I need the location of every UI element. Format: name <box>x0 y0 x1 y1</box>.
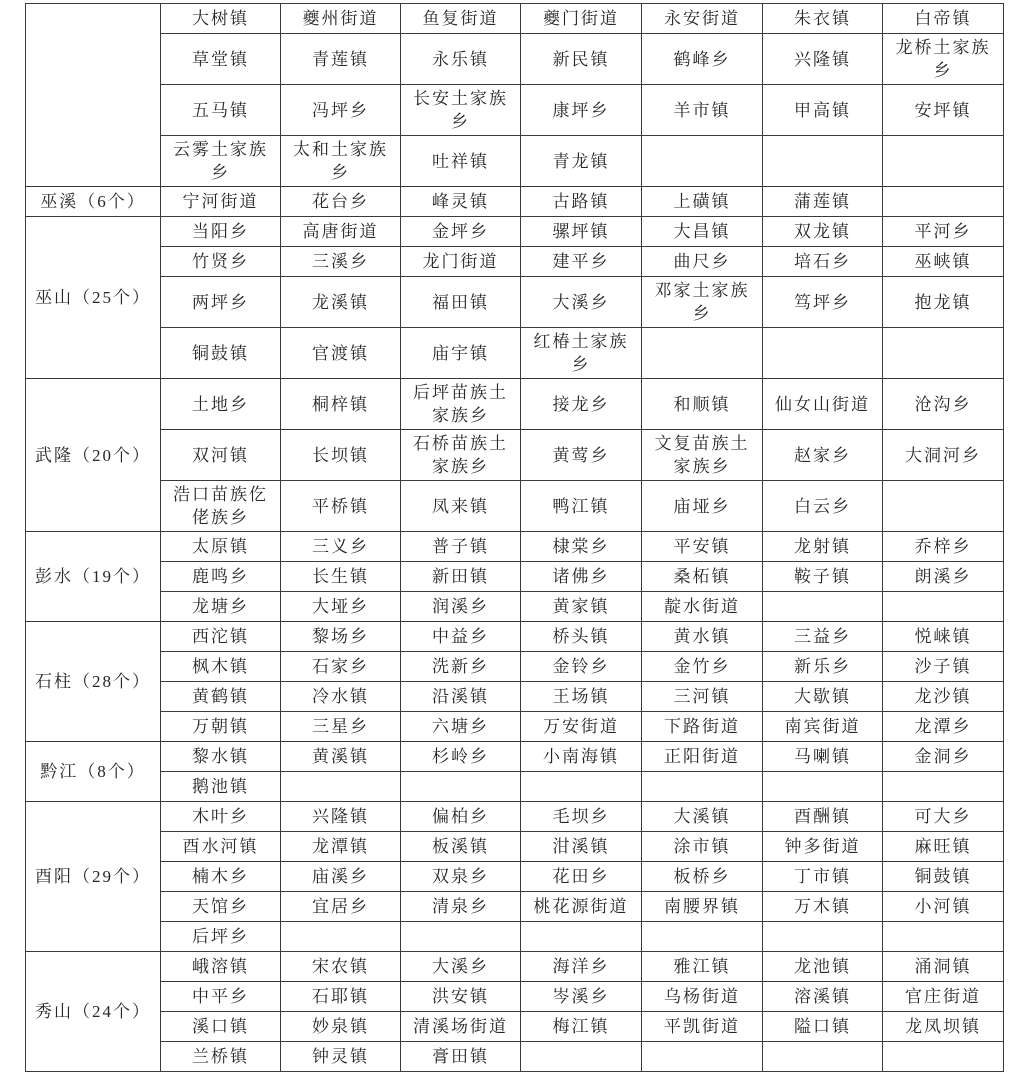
township-cell: 南腰界镇 <box>642 892 763 922</box>
township-cell: 抱龙镇 <box>883 277 1004 328</box>
township-cell: 妙泉镇 <box>281 1012 401 1042</box>
district-label-cell: 武隆（20个） <box>26 379 161 532</box>
township-cell: 后坪乡 <box>161 922 281 952</box>
township-cell: 云雾土家族乡 <box>161 136 281 187</box>
township-cell <box>642 136 763 187</box>
township-cell: 板桥乡 <box>642 862 763 892</box>
township-cell <box>883 187 1004 217</box>
table-row <box>26 217 1004 247</box>
township-cell: 骡坪镇 <box>521 217 642 247</box>
district-label-cell: 酉阳（29个） <box>26 802 161 952</box>
township-cell: 龙溪镇 <box>281 277 401 328</box>
township-cell: 金洞乡 <box>883 742 1004 772</box>
township-cell: 土地乡 <box>161 379 281 430</box>
township-cell <box>521 922 642 952</box>
table-row <box>26 277 1004 328</box>
township-cell: 万安街道 <box>521 712 642 742</box>
township-cell: 庙溪乡 <box>281 862 401 892</box>
township-cell: 庙宇镇 <box>401 328 521 379</box>
township-cell: 宜居乡 <box>281 892 401 922</box>
township-cell: 可大乡 <box>883 802 1004 832</box>
township-cell: 太和土家族乡 <box>281 136 401 187</box>
township-cell: 石耶镇 <box>281 982 401 1012</box>
township-cell: 靛水街道 <box>642 592 763 622</box>
township-cell: 兴隆镇 <box>763 34 883 85</box>
township-cell: 枫木镇 <box>161 652 281 682</box>
township-cell: 仙女山街道 <box>763 379 883 430</box>
township-cell: 当阳乡 <box>161 217 281 247</box>
township-cell: 王场镇 <box>521 682 642 712</box>
township-cell <box>763 136 883 187</box>
township-cell: 溶溪镇 <box>763 982 883 1012</box>
table-row <box>26 136 1004 187</box>
township-cell: 六塘乡 <box>401 712 521 742</box>
township-cell: 酉酬镇 <box>763 802 883 832</box>
township-cell <box>281 922 401 952</box>
table-row <box>26 982 1004 1012</box>
township-cell: 清泉乡 <box>401 892 521 922</box>
township-cell: 夔门街道 <box>521 4 642 34</box>
township-cell: 双河镇 <box>161 430 281 481</box>
township-cell: 龙门街道 <box>401 247 521 277</box>
township-cell <box>883 136 1004 187</box>
township-cell: 平河乡 <box>883 217 1004 247</box>
township-cell: 铜鼓镇 <box>161 328 281 379</box>
township-cell: 中平乡 <box>161 982 281 1012</box>
township-cell: 马喇镇 <box>763 742 883 772</box>
township-cell: 冯坪乡 <box>281 85 401 136</box>
township-cell: 洪安镇 <box>401 982 521 1012</box>
township-cell: 诸佛乡 <box>521 562 642 592</box>
townships-table <box>25 3 1004 1072</box>
township-cell: 沙子镇 <box>883 652 1004 682</box>
township-cell <box>521 772 642 802</box>
township-cell <box>401 772 521 802</box>
township-cell <box>763 922 883 952</box>
district-label-cell: 巫溪（6个） <box>26 187 161 217</box>
township-cell: 偏柏乡 <box>401 802 521 832</box>
township-cell: 下路街道 <box>642 712 763 742</box>
township-cell: 大溪镇 <box>642 802 763 832</box>
table-row <box>26 379 1004 430</box>
township-cell <box>642 1042 763 1072</box>
township-cell: 万朝镇 <box>161 712 281 742</box>
township-cell: 黎水镇 <box>161 742 281 772</box>
township-cell: 龙潭乡 <box>883 712 1004 742</box>
table-body <box>26 4 1004 1072</box>
township-cell: 乔梓乡 <box>883 532 1004 562</box>
township-cell: 后坪苗族土家族乡 <box>401 379 521 430</box>
township-cell: 南宾街道 <box>763 712 883 742</box>
township-cell: 鱼复街道 <box>401 4 521 34</box>
district-label-cell: 秀山（24个） <box>26 952 161 1072</box>
township-cell: 膏田镇 <box>401 1042 521 1072</box>
table-row <box>26 34 1004 85</box>
township-cell: 宋农镇 <box>281 952 401 982</box>
table-row <box>26 922 1004 952</box>
township-cell <box>401 922 521 952</box>
township-cell: 蒲莲镇 <box>763 187 883 217</box>
township-cell: 万木镇 <box>763 892 883 922</box>
township-cell: 红椿土家族乡 <box>521 328 642 379</box>
table-row <box>26 772 1004 802</box>
table-row <box>26 742 1004 772</box>
township-cell: 太原镇 <box>161 532 281 562</box>
table-row <box>26 652 1004 682</box>
township-cell: 清溪场街道 <box>401 1012 521 1042</box>
township-cell: 兰桥镇 <box>161 1042 281 1072</box>
township-cell: 大溪乡 <box>521 277 642 328</box>
township-cell: 小南海镇 <box>521 742 642 772</box>
township-cell: 官庄街道 <box>883 982 1004 1012</box>
township-cell: 岑溪乡 <box>521 982 642 1012</box>
township-cell: 钟灵镇 <box>281 1042 401 1072</box>
township-cell <box>883 328 1004 379</box>
township-cell <box>763 1042 883 1072</box>
table-row <box>26 4 1004 34</box>
township-cell: 夔州街道 <box>281 4 401 34</box>
table-row <box>26 532 1004 562</box>
township-cell: 板溪镇 <box>401 832 521 862</box>
township-cell: 黄莺乡 <box>521 430 642 481</box>
township-cell: 三溪乡 <box>281 247 401 277</box>
township-cell: 福田镇 <box>401 277 521 328</box>
township-cell: 庙垭乡 <box>642 481 763 532</box>
township-cell: 笃坪乡 <box>763 277 883 328</box>
township-cell: 白云乡 <box>763 481 883 532</box>
township-cell <box>763 772 883 802</box>
township-cell: 桃花源街道 <box>521 892 642 922</box>
township-cell: 高唐街道 <box>281 217 401 247</box>
township-cell: 悦崃镇 <box>883 622 1004 652</box>
township-cell: 平安镇 <box>642 532 763 562</box>
township-cell: 吐祥镇 <box>401 136 521 187</box>
township-cell: 三星乡 <box>281 712 401 742</box>
township-cell: 羊市镇 <box>642 85 763 136</box>
township-cell <box>883 1042 1004 1072</box>
township-cell <box>763 592 883 622</box>
township-cell <box>883 772 1004 802</box>
township-cell: 鸭江镇 <box>521 481 642 532</box>
table-row <box>26 562 1004 592</box>
township-cell: 花田乡 <box>521 862 642 892</box>
township-cell: 永安街道 <box>642 4 763 34</box>
district-label-cell: 石柱（28个） <box>26 622 161 742</box>
township-cell: 永乐镇 <box>401 34 521 85</box>
township-cell: 平凯街道 <box>642 1012 763 1042</box>
township-cell: 培石乡 <box>763 247 883 277</box>
district-label-cell: 黔江（8个） <box>26 742 161 802</box>
township-cell: 中益乡 <box>401 622 521 652</box>
township-cell: 毛坝乡 <box>521 802 642 832</box>
township-cell: 大昌镇 <box>642 217 763 247</box>
township-cell: 木叶乡 <box>161 802 281 832</box>
township-cell: 西沱镇 <box>161 622 281 652</box>
township-cell: 安坪镇 <box>883 85 1004 136</box>
township-cell: 大树镇 <box>161 4 281 34</box>
township-cell: 龙池镇 <box>763 952 883 982</box>
township-cell: 三义乡 <box>281 532 401 562</box>
township-cell <box>883 481 1004 532</box>
township-cell: 和顺镇 <box>642 379 763 430</box>
township-cell: 上磺镇 <box>642 187 763 217</box>
township-cell: 邓家土家族乡 <box>642 277 763 328</box>
township-cell: 沧沟乡 <box>883 379 1004 430</box>
township-cell: 宁河街道 <box>161 187 281 217</box>
township-cell: 长坝镇 <box>281 430 401 481</box>
township-cell: 建平乡 <box>521 247 642 277</box>
district-label-cell: 彭水（19个） <box>26 532 161 622</box>
township-cell: 双泉乡 <box>401 862 521 892</box>
table-row <box>26 892 1004 922</box>
township-cell: 梅江镇 <box>521 1012 642 1042</box>
township-cell: 润溪乡 <box>401 592 521 622</box>
township-cell: 黄溪镇 <box>281 742 401 772</box>
table-row <box>26 1042 1004 1072</box>
township-cell: 龙射镇 <box>763 532 883 562</box>
township-cell: 桐梓镇 <box>281 379 401 430</box>
township-cell: 棣棠乡 <box>521 532 642 562</box>
township-cell: 小河镇 <box>883 892 1004 922</box>
township-cell: 普子镇 <box>401 532 521 562</box>
table-row <box>26 712 1004 742</box>
township-cell: 冷水镇 <box>281 682 401 712</box>
township-cell: 鞍子镇 <box>763 562 883 592</box>
township-cell: 新田镇 <box>401 562 521 592</box>
township-cell: 溪口镇 <box>161 1012 281 1042</box>
township-cell: 黄家镇 <box>521 592 642 622</box>
table-row <box>26 862 1004 892</box>
township-cell <box>521 1042 642 1072</box>
township-cell: 朗溪乡 <box>883 562 1004 592</box>
table-row <box>26 592 1004 622</box>
township-cell: 石桥苗族土家族乡 <box>401 430 521 481</box>
township-cell: 鹿鸣乡 <box>161 562 281 592</box>
table-row <box>26 247 1004 277</box>
township-cell: 楠木乡 <box>161 862 281 892</box>
township-cell: 金坪乡 <box>401 217 521 247</box>
table-row <box>26 622 1004 652</box>
township-cell: 两坪乡 <box>161 277 281 328</box>
table-row <box>26 1012 1004 1042</box>
township-cell: 三河镇 <box>642 682 763 712</box>
township-cell: 新民镇 <box>521 34 642 85</box>
township-cell <box>883 592 1004 622</box>
table-row <box>26 802 1004 832</box>
township-cell: 天馆乡 <box>161 892 281 922</box>
table-row <box>26 430 1004 481</box>
township-cell: 曲尺乡 <box>642 247 763 277</box>
township-cell: 兴隆镇 <box>281 802 401 832</box>
township-cell: 双龙镇 <box>763 217 883 247</box>
township-cell: 杉岭乡 <box>401 742 521 772</box>
township-cell: 龙塘乡 <box>161 592 281 622</box>
township-cell: 龙潭镇 <box>281 832 401 862</box>
township-cell: 酉水河镇 <box>161 832 281 862</box>
township-cell <box>763 328 883 379</box>
township-cell: 桑柘镇 <box>642 562 763 592</box>
township-cell: 黎场乡 <box>281 622 401 652</box>
township-cell <box>281 772 401 802</box>
township-cell: 三益乡 <box>763 622 883 652</box>
township-cell: 大垭乡 <box>281 592 401 622</box>
table-row <box>26 85 1004 136</box>
table-row <box>26 187 1004 217</box>
township-cell: 金铃乡 <box>521 652 642 682</box>
township-cell <box>642 772 763 802</box>
township-cell: 浩口苗族仡佬族乡 <box>161 481 281 532</box>
township-cell: 丁市镇 <box>763 862 883 892</box>
table-row <box>26 682 1004 712</box>
township-cell: 沿溪镇 <box>401 682 521 712</box>
township-cell: 桥头镇 <box>521 622 642 652</box>
township-cell: 接龙乡 <box>521 379 642 430</box>
township-cell: 草堂镇 <box>161 34 281 85</box>
township-cell: 五马镇 <box>161 85 281 136</box>
township-cell <box>883 922 1004 952</box>
district-label-cell <box>26 4 161 187</box>
township-cell: 海洋乡 <box>521 952 642 982</box>
table-row <box>26 952 1004 982</box>
township-cell: 竹贤乡 <box>161 247 281 277</box>
township-cell: 长生镇 <box>281 562 401 592</box>
township-cell: 乌杨街道 <box>642 982 763 1012</box>
township-cell: 朱衣镇 <box>763 4 883 34</box>
township-cell: 龙凤坝镇 <box>883 1012 1004 1042</box>
township-cell: 赵家乡 <box>763 430 883 481</box>
township-cell: 大歇镇 <box>763 682 883 712</box>
township-cell: 涌洞镇 <box>883 952 1004 982</box>
township-cell: 泔溪镇 <box>521 832 642 862</box>
township-cell: 峨溶镇 <box>161 952 281 982</box>
township-cell: 金竹乡 <box>642 652 763 682</box>
township-cell: 大洞河乡 <box>883 430 1004 481</box>
township-cell: 峰灵镇 <box>401 187 521 217</box>
township-cell: 巫峡镇 <box>883 247 1004 277</box>
township-cell: 长安土家族乡 <box>401 85 521 136</box>
township-cell: 大溪乡 <box>401 952 521 982</box>
township-cell: 鹅池镇 <box>161 772 281 802</box>
township-cell: 麻旺镇 <box>883 832 1004 862</box>
township-cell: 古路镇 <box>521 187 642 217</box>
township-cell: 钟多街道 <box>763 832 883 862</box>
township-cell: 洗新乡 <box>401 652 521 682</box>
district-label-cell: 巫山（25个） <box>26 217 161 379</box>
township-cell <box>642 922 763 952</box>
township-cell: 雅江镇 <box>642 952 763 982</box>
table-row <box>26 328 1004 379</box>
township-cell: 涂市镇 <box>642 832 763 862</box>
table-row <box>26 832 1004 862</box>
township-cell: 新乐乡 <box>763 652 883 682</box>
township-cell: 青龙镇 <box>521 136 642 187</box>
township-cell: 康坪乡 <box>521 85 642 136</box>
township-cell: 文复苗族土家族乡 <box>642 430 763 481</box>
township-cell: 隘口镇 <box>763 1012 883 1042</box>
township-cell: 鹤峰乡 <box>642 34 763 85</box>
township-cell: 龙沙镇 <box>883 682 1004 712</box>
township-cell: 铜鼓镇 <box>883 862 1004 892</box>
township-cell: 石家乡 <box>281 652 401 682</box>
township-cell: 官渡镇 <box>281 328 401 379</box>
township-cell: 平桥镇 <box>281 481 401 532</box>
township-cell: 甲高镇 <box>763 85 883 136</box>
township-cell: 黄水镇 <box>642 622 763 652</box>
township-cell: 白帝镇 <box>883 4 1004 34</box>
township-cell: 花台乡 <box>281 187 401 217</box>
table-row <box>26 481 1004 532</box>
township-cell: 凤来镇 <box>401 481 521 532</box>
township-cell <box>642 328 763 379</box>
township-cell: 青莲镇 <box>281 34 401 85</box>
township-cell: 龙桥土家族乡 <box>883 34 1004 85</box>
township-cell: 黄鹤镇 <box>161 682 281 712</box>
township-cell: 正阳街道 <box>642 742 763 772</box>
